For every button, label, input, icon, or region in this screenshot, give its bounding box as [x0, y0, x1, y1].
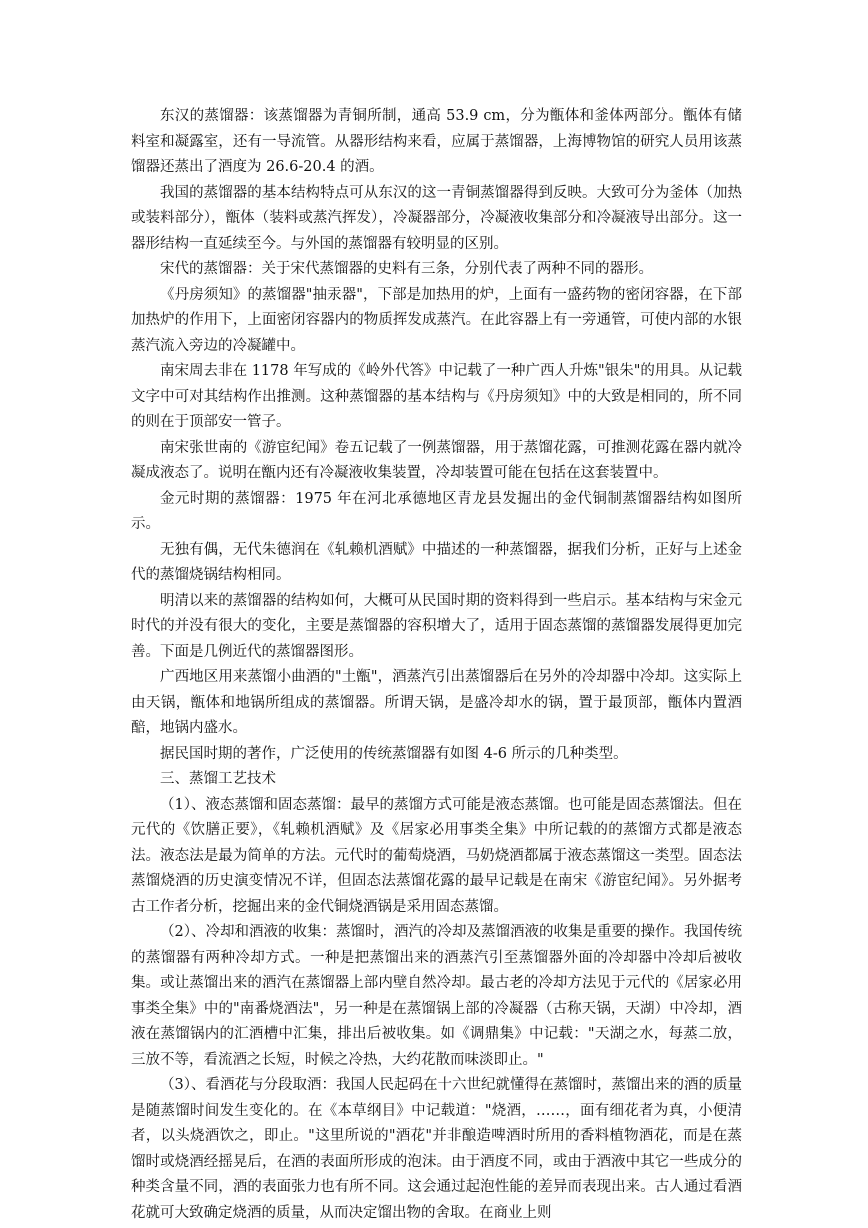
- paragraph: 明清以来的蒸馏器的结构如何，大概可从民国时期的资料得到一些启示。基本结构与宋金元时代的并没有很大的变化，主要是蒸馏器的容积增大了，适用于固态蒸馏的蒸馏器发展得更加完善。下面是几例近代的蒸馏器图形。: [131, 592, 742, 660]
- paragraph: 我国的蒸馏器的基本结构特点可从东汉的这一青铜蒸馏器得到反映。大致可分为釜体（加热或装料部分），甑体（装料或蒸汽挥发），冷凝器部分，冷凝液收集部分和冷凝液导出部分。这一器形结构一直延续至今。与外国的蒸馏器有较明显的区别。: [131, 184, 742, 252]
- paragraph: 南宋张世南的《游宦纪闻》卷五记载了一例蒸馏器，用于蒸馏花露，可推测花露在器内就冷凝成液态了。说明在甑内还有冷凝液收集装置，冷却装置可能在包括在这套装置中。: [131, 439, 742, 481]
- paragraph: （3）、看酒花与分段取酒：我国人民起码在十六世纪就懂得在蒸馏时，蒸馏出来的酒的质量是随蒸馏时间发生变化的。在《本草纲目》中记载道："烧酒，……，面有细花者为真，小便清者，以头烧酒饮之，即止。"这里所说的"酒花"并非酿造啤酒时所用的香料植物酒花，而是在蒸馏时或烧酒经摇晃后，在酒的表面所形成的泡沫。由于酒度不同，或由于酒液中其它一些成分的种类含量不同，酒的表面张力也有所不同。这会通过起泡性能的差异而表现出来。古人通过看酒花就可大致确定烧酒的质量，从而决定馏出物的舍取。在商业上则: [131, 1077, 742, 1221]
- document-body: [131, 104, 742, 1226]
- paragraph: 东汉的蒸馏器：该蒸馏器为青铜所制，通高 53.9 cm，分为甑体和釜体两部分。甑体有储料室和凝露室，还有一导流管。从器形结构来看，应属于蒸馏器，上海博物馆的研究人员用该蒸馏器还蒸出了酒度为 26.6-20.4 的酒。: [131, 108, 742, 175]
- paragraph: （1）、液态蒸馏和固态蒸馏：最早的蒸馏方式可能是液态蒸馏。也可能是固态蒸馏法。但在元代的《饮膳正要》，《轧赖机酒赋》及《居家必用事类全集》中所记载的的蒸馏方式都是液态法。液态法是最为简单的方法。元代时的葡萄烧酒，马奶烧酒都属于液态蒸馏这一类型。固态法蒸馏烧酒的历史演变情况不详，但固态法蒸馏花露的最早记载是在南宋《游宦纪闻》。另外据考古工作者分析，挖掘出来的金代铜烧酒锅是采用固态蒸馏。: [131, 796, 742, 915]
- paragraph: 《丹房须知》的蒸馏器"抽汞器"，下部是加热用的炉，上面有一盛药物的密闭容器，在下部加热炉的作用下，上面密闭容器内的物质挥发成蒸汽。在此容器上有一旁通管，可使内部的水银蒸汽流入旁边的冷凝罐中。: [131, 286, 742, 354]
- paragraph: 南宋周去非在 1178 年写成的《岭外代答》中记载了一种广西人升炼"银朱"的用具。从记载文字中可对其结构作出推测。这种蒸馏器的基本结构与《丹房须知》中的大致是相同的，所不同的则在于顶部安一管子。: [131, 363, 742, 430]
- paragraph: （2）、冷却和酒液的收集：蒸馏时，酒汽的冷却及蒸馏酒液的收集是重要的操作。我国传统的蒸馏器有两种冷却方式。一种是把蒸馏出来的酒蒸汽引至蒸馏器外面的冷却器中冷却后被收集。或让蒸馏出来的酒汽在蒸馏器上部内壁自然冷却。最古老的冷却方法见于元代的《居家必用事类全集》中的"南番烧酒法"，另一种是在蒸馏锅上部的冷凝器（古称天锅，天湖）中冷却，酒液在蒸馏锅内的汇酒槽中汇集，排出后被收集。如《调鼎集》中记载："天湖之水，每蒸二放，三放不等，看流酒之长短，时候之冷热，大约花散而味淡即止。": [131, 924, 742, 1068]
- paragraph: 据民国时期的著作，广泛使用的传统蒸馏器有如图 4-6 所示的几种类型。: [160, 745, 628, 762]
- paragraph: 广西地区用来蒸馏小曲酒的"土甑"，酒蒸汽引出蒸馏器后在另外的冷却器中冷却。这实际上由天锅，甑体和地锅所组成的蒸馏器。所谓天锅，是盛冷却水的锅，置于最顶部，甑体内置酒醅，地锅内盛水。: [131, 669, 742, 736]
- paragraph: 宋代的蒸馏器：关于宋代蒸馏器的史料有三条，分别代表了两种不同的器形。: [160, 261, 653, 277]
- section-heading: 三、蒸馏工艺技术: [160, 771, 276, 787]
- paragraph: 无独有偶，无代朱德润在《轧赖机酒赋》中描述的一种蒸馏器，据我们分析，正好与上述金代的蒸馏烧锅结构相同。: [131, 541, 742, 583]
- paragraph: 金元时期的蒸馏器：1975 年在河北承德地区青龙县发掘出的金代铜制蒸馏器结构如图所示。: [131, 490, 742, 532]
